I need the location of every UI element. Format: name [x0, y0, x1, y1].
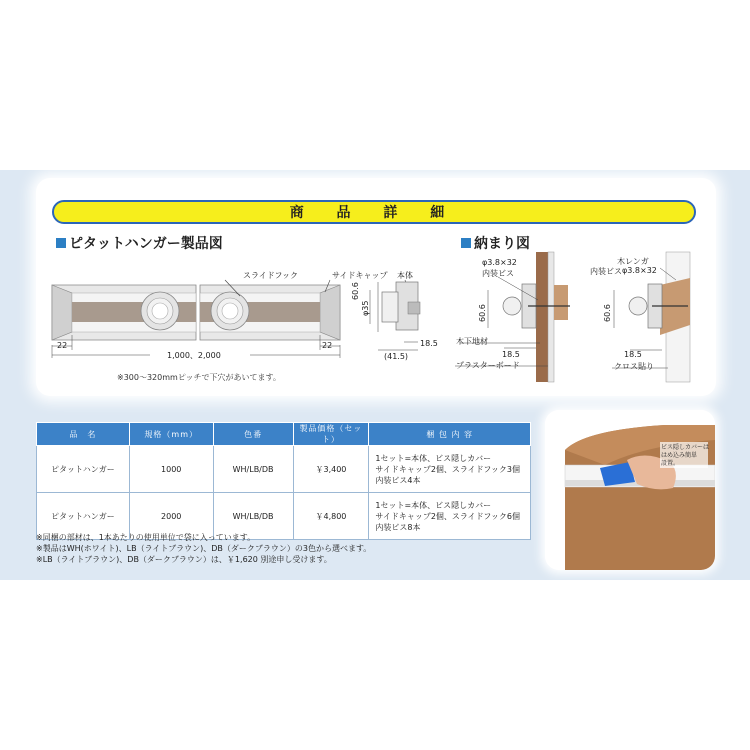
- cell-price: ￥4,800: [293, 493, 369, 540]
- table-row: [37, 446, 531, 493]
- header-name: 品 名: [37, 423, 130, 446]
- contents-line: 内装ビス8本: [375, 522, 421, 532]
- photo-caption-line: 設置。: [661, 460, 680, 467]
- photo-caption-line: はめ込み簡単: [661, 452, 698, 459]
- spec-table: [36, 422, 531, 540]
- cell-color: WH/LB/DB: [213, 493, 293, 540]
- install-left-screw-size: φ3.8×32: [482, 258, 517, 267]
- label-side-cap: サイドキャップ: [332, 271, 388, 280]
- install-right-dim-60-6: 60.6: [603, 304, 612, 322]
- pitch-note: ※300～320mmピッチで下穴があいてます。: [117, 373, 281, 382]
- install-left-base: 木下地材: [456, 337, 488, 346]
- install-left-dim-18-5: 18.5: [502, 350, 520, 359]
- cell-size: 1000: [129, 446, 213, 493]
- install-right-wood: 木レンガ: [617, 257, 649, 266]
- dim-length: 1,000、2,000: [167, 351, 221, 360]
- cell-contents: [369, 446, 531, 493]
- label-body: 本体: [397, 271, 413, 280]
- contents-line: 内装ビス4本: [375, 475, 421, 485]
- footnote: ※LB（ライトブラウン)、DB（ダークブラウン）は、￥1,620 別途申し受けます。: [36, 555, 332, 564]
- install-right-dim-18-5: 18.5: [624, 350, 642, 359]
- slide-hook-2: [211, 292, 249, 330]
- contents-line: 1セット=本体、ビス隠しカバー: [375, 500, 492, 510]
- cell-size: 2000: [129, 493, 213, 540]
- install-right-cloth: クロス貼り: [614, 362, 654, 371]
- dim-18-5: 18.5: [420, 339, 438, 348]
- table-header-row: [37, 423, 531, 446]
- dim-right-22: 22: [322, 341, 333, 350]
- cell-name: ピタットハンガー: [37, 446, 130, 493]
- photo-panel: [545, 410, 715, 570]
- installation-photo: [545, 410, 715, 570]
- banner-title: 商 品 詳 細: [52, 200, 696, 224]
- install-left-board: プラスターボード: [456, 361, 520, 370]
- footnote: ※製品はWH(ホワイト)、LB（ライトブラウン)、DB（ダークブラウン）の3色から選べます。: [36, 544, 372, 553]
- dim-left-22: 22: [57, 341, 68, 350]
- dim-phi35: φ35: [361, 300, 370, 316]
- cell-price: ￥3,400: [293, 446, 369, 493]
- install-left-dim-60-6: 60.6: [478, 304, 487, 322]
- dim-60-6: 60.6: [351, 282, 360, 300]
- contents-line: サイドキャップ2個、スライドフック6個: [375, 511, 520, 521]
- label-slide-hook: スライドフック: [243, 271, 298, 280]
- cell-color: WH/LB/DB: [213, 446, 293, 493]
- contents-line: サイドキャップ2個、スライドフック3個: [375, 464, 520, 474]
- header-size: 規格（mm）: [129, 423, 213, 446]
- footnotes: [36, 532, 371, 565]
- install-right-screw-size: φ3.8×32: [622, 266, 657, 275]
- footnote: ※同梱の部材は、1本あたりの使用単位で袋に入っています。: [36, 533, 256, 542]
- header-color: 色番: [213, 423, 293, 446]
- photo-caption-line: ビス隠しカバーは: [661, 444, 710, 451]
- photo-caption: [661, 444, 709, 468]
- slide-hook-1: [141, 292, 179, 330]
- side-profile: [370, 282, 420, 350]
- install-drawing-title-text: 納まり図: [474, 236, 530, 252]
- product-drawing-title-text: ピタットハンガー製品図: [69, 236, 223, 252]
- header-contents: 梱 包 内 容: [369, 423, 531, 446]
- cell-contents: [369, 493, 531, 540]
- dim-41-5: (41.5): [384, 352, 409, 361]
- header-price: 製品価格（セット）: [293, 423, 369, 446]
- cell-name: ピタットハンガー: [37, 493, 130, 540]
- install-right-screw-label: 内装ビス: [590, 267, 622, 276]
- install-left-screw-label: 内装ビス: [482, 269, 514, 278]
- contents-line: 1セット=本体、ビス隠しカバー: [375, 453, 492, 463]
